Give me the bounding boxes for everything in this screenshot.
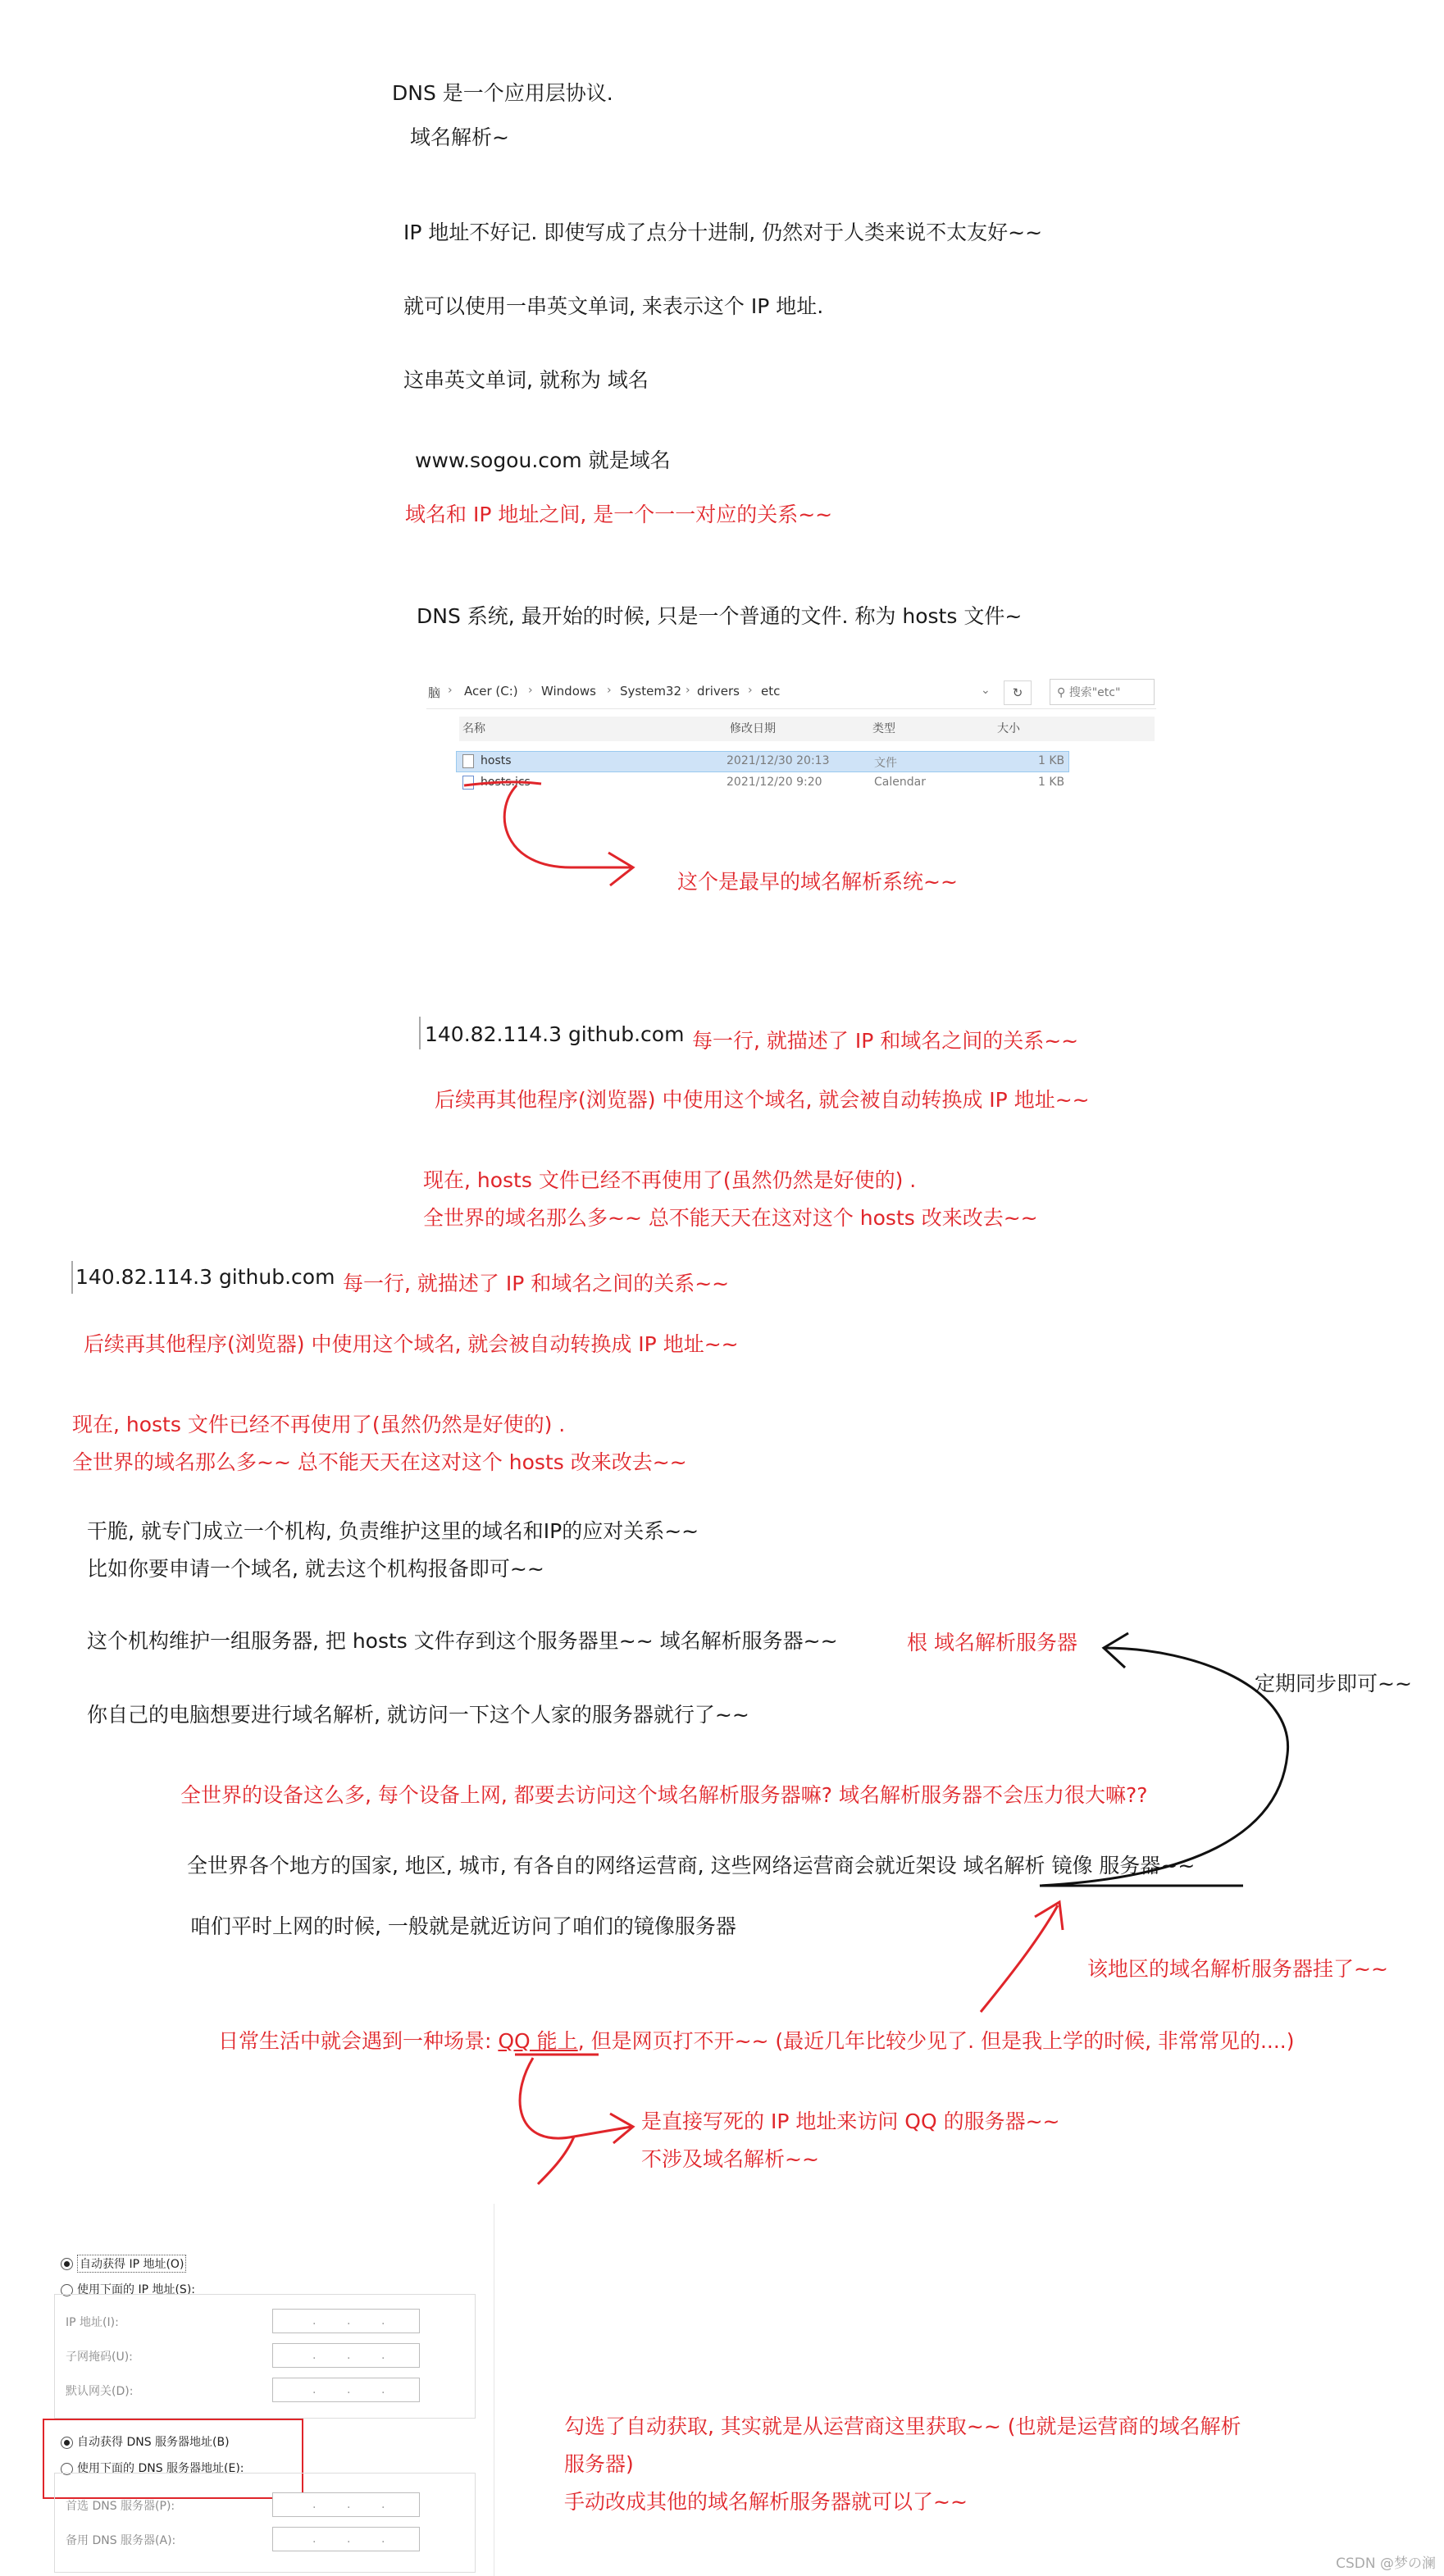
github-line-1: 140.82.114.3 github.com bbox=[425, 1022, 685, 1046]
dns-resolution-text: 域名解析~ bbox=[410, 125, 509, 149]
breadcrumb-separator-icon: › bbox=[686, 684, 690, 697]
server-down-text: 该地区的域名解析服务器挂了~~ bbox=[1087, 1957, 1388, 1981]
file-name[interactable]: hosts.ics bbox=[481, 776, 531, 789]
breadcrumb-separator-icon: › bbox=[607, 684, 612, 697]
org-text-2: 比如你要申请一个域名, 就去这个机构报备即可~~ bbox=[87, 1557, 544, 1581]
sync-text: 定期同步即可~~ bbox=[1255, 1672, 1412, 1695]
breadcrumb-item: Windows bbox=[541, 684, 596, 699]
convert-text-1: 后续再其他程序(浏览器) 中使用这个域名, 就会被自动转换成 IP 地址~~ bbox=[435, 1088, 1090, 1112]
server-down-arrow bbox=[981, 1905, 1058, 2012]
file-date: 2021/12/20 9:20 bbox=[727, 776, 822, 789]
preferred-dns-field[interactable]: . . . bbox=[272, 2492, 420, 2517]
breadcrumb-item: drivers bbox=[697, 684, 740, 699]
github-line-2: 140.82.114.3 github.com bbox=[75, 1265, 335, 1289]
alternate-dns-label: 备用 DNS 服务器(A): bbox=[66, 2534, 176, 2547]
subnet-mask-field[interactable]: . . . bbox=[272, 2343, 420, 2368]
scenario-prefix: 日常生活中就会遇到一种场景: bbox=[218, 2029, 499, 2053]
preferred-dns-label: 首选 DNS 服务器(P): bbox=[66, 2500, 175, 2513]
file-size: 1 KB bbox=[1038, 754, 1065, 767]
dns-protocol-text: DNS 是一个应用层协议. bbox=[392, 81, 613, 105]
each-line-text-1: 每一行, 就描述了 IP 和域名之间的关系~~ bbox=[692, 1029, 1079, 1053]
csdn-watermark: CSDN @梦の澜 bbox=[1336, 2556, 1436, 2572]
visit-text: 你自己的电脑想要进行域名解析, 就访问一下这个人家的服务器就行了~~ bbox=[87, 1703, 749, 1727]
file-type: Calendar bbox=[874, 776, 926, 789]
no-longer-text-1: 现在, hosts 文件已经不再使用了(虽然仍然是好使的) . bbox=[423, 1168, 917, 1192]
too-many-text-2: 全世界的域名那么多~~ 总不能天天在这对这个 hosts 改来改去~~ bbox=[72, 1450, 687, 1474]
scenario-qq: QQ 能上 bbox=[498, 2029, 578, 2053]
manual-text: 手动改成其他的域名解析服务器就可以了~~ bbox=[564, 2490, 968, 2514]
hosts-file-text: DNS 系统, 最开始的时候, 只是一个普通的文件. 称为 hosts 文件~ bbox=[417, 604, 1023, 628]
breadcrumb-item: System32 bbox=[620, 684, 682, 699]
auto-get-text-2: 服务器) bbox=[564, 2452, 634, 2476]
default-gateway-label: 默认网关(D): bbox=[66, 2385, 134, 2398]
root-server-text: 根 域名解析服务器 bbox=[907, 1631, 1077, 1654]
nearby-text: 咱们平时上网的时候, 一般就是就近访问了咱们的镜像服务器 bbox=[190, 1914, 736, 1938]
search-placeholder: 搜索"etc" bbox=[1068, 686, 1121, 699]
breadcrumb-separator-icon: › bbox=[528, 684, 533, 697]
auto-dns-label[interactable]: 自动获得 DNS 服务器地址(B) bbox=[77, 2436, 230, 2449]
column-header-date[interactable]: 修改日期 bbox=[730, 722, 776, 735]
direct-ip-text: 是直接写死的 IP 地址来访问 QQ 的服务器~~ bbox=[641, 2109, 1060, 2133]
auto-get-text-1: 勾选了自动获取, 其实就是从运营商这里获取~~ (也就是运营商的域名解析 bbox=[564, 2414, 1241, 2438]
ip-hard-text: IP 地址不好记. 即使写成了点分十进制, 仍然对于人类来说不太友好~~ bbox=[403, 221, 1043, 244]
qq-arrow-curve bbox=[520, 2058, 631, 2138]
each-line-text-2: 每一行, 就描述了 IP 和域名之间的关系~~ bbox=[343, 1272, 730, 1295]
convert-text-2: 后续再其他程序(浏览器) 中使用这个域名, 就会被自动转换成 IP 地址~~ bbox=[84, 1332, 739, 1356]
domain-name-text: 这串英文单词, 就称为 域名 bbox=[403, 368, 649, 392]
ip-address-label: IP 地址(I): bbox=[66, 2316, 119, 2329]
column-header-type[interactable]: 类型 bbox=[872, 722, 895, 735]
sync-arrow-curve bbox=[1040, 1648, 1288, 1886]
scenario-suffix: , 但是网页打不开~~ (最近几年比较少见了. 但是我上学的时候, 非常常见的....) bbox=[577, 2029, 1295, 2053]
one-to-one-text: 域名和 IP 地址之间, 是一个一一对应的关系~~ bbox=[405, 503, 833, 526]
manual-ip-label[interactable]: 使用下面的 IP 地址(S): bbox=[77, 2283, 195, 2296]
subnet-mask-label: 子网掩码(U): bbox=[66, 2351, 133, 2364]
sogou-text: www.sogou.com 就是域名 bbox=[415, 448, 671, 472]
breadcrumb-item: Acer (C:) bbox=[464, 684, 518, 699]
default-gateway-field[interactable]: . . . bbox=[272, 2378, 420, 2402]
english-word-text: 就可以使用一串英文单词, 来表示这个 IP 地址. bbox=[403, 294, 824, 318]
hosts-underline-mark bbox=[464, 782, 541, 785]
ip-address-field[interactable]: . . . bbox=[272, 2309, 420, 2333]
auto-ip-label[interactable]: 自动获得 IP 地址(O) bbox=[77, 2255, 186, 2273]
servers-text: 这个机构维护一组服务器, 把 hosts 文件存到这个服务器里~~ 域名解析服务器~~ bbox=[87, 1629, 838, 1653]
file-type: 文件 bbox=[874, 757, 897, 770]
org-text-1: 干脆, 就专门成立一个机构, 负责维护这里的域名和IP的应对关系~~ bbox=[87, 1519, 699, 1543]
hosts-arrow-head-icon bbox=[608, 853, 633, 885]
no-dns-text: 不涉及域名解析~~ bbox=[641, 2147, 819, 2171]
breadcrumb-item: 脑 bbox=[428, 685, 441, 700]
breadcrumb-item: etc bbox=[761, 684, 781, 699]
sync-arrow-head-icon bbox=[1104, 1633, 1128, 1668]
file-name[interactable]: hosts bbox=[481, 754, 512, 767]
too-many-text-1: 全世界的域名那么多~~ 总不能天天在这对这个 hosts 改来改去~~ bbox=[423, 1206, 1038, 1230]
earliest-system-text: 这个是最早的域名解析系统~~ bbox=[677, 870, 958, 894]
no-longer-text-2: 现在, hosts 文件已经不再使用了(虽然仍然是好使的) . bbox=[72, 1413, 566, 1436]
pressure-text: 全世界的设备这么多, 每个设备上网, 都要去访问这个域名解析服务器嘛? 域名解析服务器不会压力很大嘛?? bbox=[180, 1783, 1148, 1807]
refresh-icon[interactable]: ↻ bbox=[1004, 680, 1032, 705]
file-date: 2021/12/30 20:13 bbox=[727, 754, 830, 767]
breadcrumb-separator-icon: › bbox=[748, 684, 753, 697]
file-size: 1 KB bbox=[1038, 776, 1065, 789]
manual-dns-label[interactable]: 使用下面的 DNS 服务器地址(E): bbox=[77, 2462, 244, 2475]
column-header-name[interactable]: 名称 bbox=[462, 722, 485, 735]
qq-tail-mark bbox=[538, 2137, 574, 2184]
column-header-size[interactable]: 大小 bbox=[997, 722, 1020, 735]
chevron-down-icon[interactable]: ⌄ bbox=[981, 684, 991, 697]
breadcrumb-separator-icon: › bbox=[448, 684, 453, 697]
alternate-dns-field[interactable]: . . . bbox=[272, 2527, 420, 2551]
mirror-key-text: 域名解析 镜像 服务器~~ bbox=[963, 1854, 1196, 1877]
mirror-text-prefix: 全世界各个地方的国家, 地区, 城市, 有各自的网络运营商, 这些网络运营商会就近架设 bbox=[187, 1854, 963, 1877]
search-icon: ⚲ bbox=[1057, 686, 1069, 699]
